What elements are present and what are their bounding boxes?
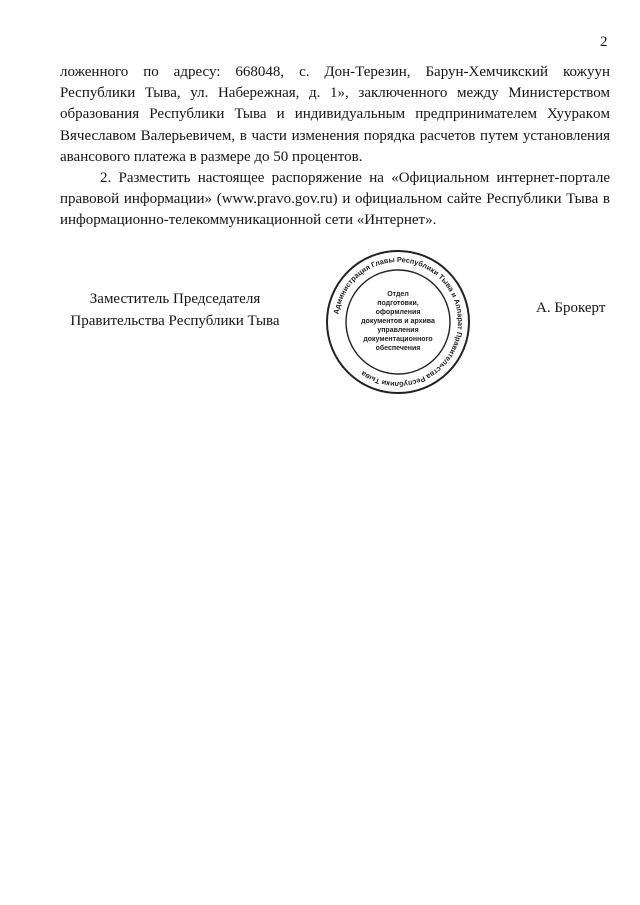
official-seal	[324, 248, 472, 396]
seal-center-line-3: оформления	[375, 309, 421, 316]
signatory-position-line1: Заместитель Председателя	[89, 291, 261, 307]
page-number: 2	[600, 34, 608, 50]
seal-center-line-5: управления	[377, 327, 419, 334]
paragraph-continuation: ложенного по адресу: 668048, с. Дон-Терезин, Барун-Хемчикский кожуун Республики Тыва, ул. Набережная, д. 1», заключенного между Министерством образования Республики Тыва и индивидуальным предпринимателем Хууракoм Вячеславом Валерьевичем, в части изменения порядка расчетов путем установления авансового платежа в размере до 50 процентов.	[60, 64, 610, 165]
paragraph-2: 2. Разместить настоящее распоряжение на «Официальном интернет-портале правовой информации» (www.pravo.gov.ru) и официальном сайте Республики Тыва в информационно-телекоммуникационной сети «Интернет».	[60, 170, 610, 229]
seal-ring-text: Администрация Главы Республики Тыва и Аппарат Правительства Республики Тыва	[331, 254, 466, 390]
seal-center-line-2: подготовки,	[377, 300, 419, 307]
signatory-name: А. Брокерт	[536, 300, 606, 316]
seal-center-line-7: обеспечения	[375, 345, 421, 352]
seal-center-line-1: Отдел	[387, 291, 409, 298]
seal-center-line-6: документационного	[363, 336, 433, 343]
document-body	[60, 62, 610, 232]
signatory-position-line2: Правительства Республики Тыва	[70, 313, 280, 329]
signatory-position	[60, 288, 290, 332]
seal-center-line-4: документов и архива	[361, 318, 435, 325]
